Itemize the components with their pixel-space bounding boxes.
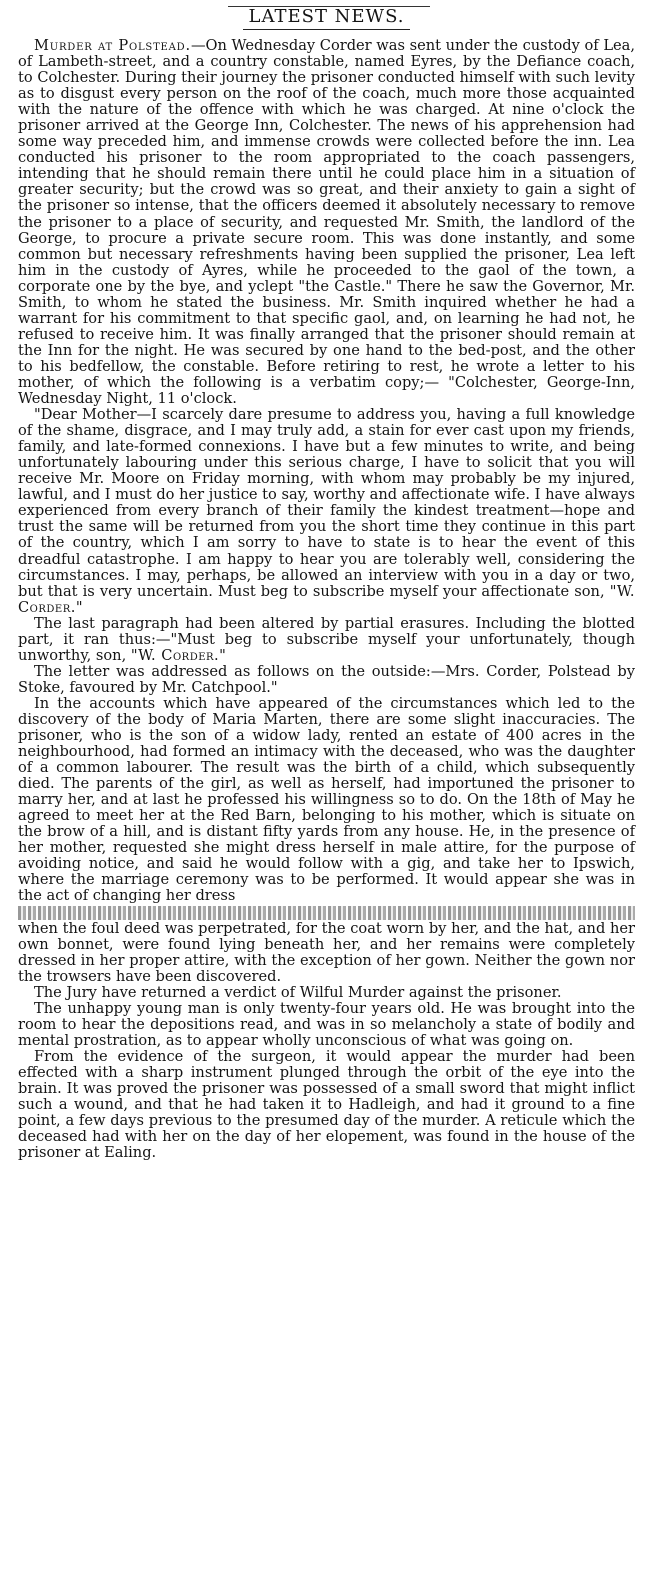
blurred-line [18, 906, 635, 920]
letter-signature: "W. Corder." [18, 582, 635, 616]
article-paragraph-3-text: The last paragraph had been altered by partial erasures. Including the blotted part, it ran thus:—"Must beg to subscribe myself your unfortunately, though unworthy, son, [18, 614, 635, 664]
article-lead-title: Murder at Polstead. [34, 37, 191, 54]
article-paragraph-8: From the evidence of the surgeon, it would appear the murder had been effected with a sharp instrument plunged through the orbit of the eye into the brain. It was proved the prisoner was possessed of a small sword that might inflict such a wound, and that he had taken it to Hadleigh, and had it ground to a fine point, a few days previous to the presumed day of the murder. A reticule which the deceased had with her on the day of her elopement, was found in the house of the prisoner at Ealing. [18, 1047, 635, 1162]
article-paragraph-1-text: —On Wednesday Corder was sent under the custody of Lea, of Lambeth-street, and a country constable, named Eyres, by the Defiance coach, to Colchester. During their journey the prisoner conducted himself with such levity as to disgust every person on the roof of the coach, much more those acquainted with the nature of the offence with which he was charged. At nine o'clock the prisoner arrived at the George Inn, Colchester. The news of his apprehension had some way preceded him, and immense crowds were collected before the inn. Lea conducted his prisoner to the room appropriated to the coach passengers, intending that he should remain there until he could place him in a situation of greater security; but the crowd was so great, and their anxiety to gain a sight of the prisoner so intense, that the officers deemed it absolutely necessary to remove the prisoner to a place of security, and requested Mr. Smith, the landlord of the George, to procure a private secure room. This was done instantly, and some common but necessary refreshments having been supplied the prisoner, Lea left him in the custody of Ayres, while he proceeded to the gaol of the town, a corporate one by the bye, and yclept "the Castle." There he saw the Governor, Mr. Smith, to whom he stated the business. Mr. Smith inquired whether he had a warrant for his commitment to that specific gaol, and, on learning he had not, he refused to receive him. It was finally arranged that the prisoner should remain at the Inn for the night. He was secured by one hand to the bed-post, and the other to his bedfellow, the constable. Before retiring to rest, he wrote a letter to his mother, of which the following is a verbatim copy;— "Colchester, George-Inn, Wednesday Night, 11 o'clock. [18, 37, 636, 408]
article-paragraph-4: The letter was addressed as follows on the outside:—Mrs. Corder, Polstead by Stoke, favoured by Mr. Catchpool." [18, 662, 635, 696]
newspaper-column [18, 6, 635, 1589]
article-paragraph-5a: In the accounts which have appeared of the circumstances which led to the discovery of the body of Maria Marten, there are some slight inaccuracies. The prisoner, who is the son of a widow lady, rented an estate of 400 acres in the neighbourhood, had formed an intimacy with the deceased, who was the daughter of a common labourer. The result was the birth of a child, which subsequently died. The parents of the girl, as well as herself, had importuned the prisoner to marry her, and at last he professed his willingness so to do. On the 18th of May he agreed to meet her at the Red Barn, belonging to his mother, which is situate on the brow of a hill, and is distant fifty yards from any house. He, in the presence of her mother, requested she might dress herself in male attire, for the purpose of avoiding notice, and said he would follow with a gig, and take her to Ipswich, where the marriage ceremony was to be performed. It would appear she was in the act of changing her dress [18, 694, 635, 905]
letter-paragraph [18, 407, 635, 616]
section-headline: LATEST NEWS. [243, 6, 411, 30]
article-paragraph-5b: when the foul deed was perpetrated, for the coat worn by her, and the hat, and her own bonnet, were found lying beneath her, and her remains were completely dressed in her proper attire, with the exception of her gown. Neither the gown nor the trowsers have been discovered. [18, 919, 635, 985]
article-paragraph-7: The unhappy young man is only twenty-four years old. He was brought into the room to hear the depositions read, and was in so melancholy a state of bodily and mental prostration, as to appear wholly unconscious of what was going on. [18, 999, 635, 1049]
blotted-signature: "W. Corder." [130, 646, 227, 664]
top-rule [228, 6, 430, 7]
article-paragraph-6: The Jury have returned a verdict of Wilful Murder against the prisoner. [34, 983, 562, 1001]
article-body [18, 38, 635, 1161]
article-paragraph-1 [18, 38, 635, 407]
masthead [18, 6, 635, 30]
letter-text: "Dear Mother—I scarcely dare presume to address you, having a full knowledge of the shame, disgrace, and I may truly add, a stain for ever cast upon my friends, family, and late-formed connexions. I have but a few minutes to write, and being unfortunately labouring under this serious charge, I have to solicit that you will receive Mr. Moore on Friday morning, with whom may probably be my injured, lawful, and I must do her justice to say, worthy and affectionate wife. I have always experienced from every branch of their family the kindest treatment—hope and trust the same will be returned from you the short time they continue in this part of the country, which I am sorry to have to state is to hear the event of this dreadful catastrophe. I am happy to hear you are tolerably well, considering the circumstances. I may, perhaps, be allowed an interview with you in a day or two, but that is very uncertain. Must beg to subscribe myself your affectionate son, [18, 406, 635, 600]
article-paragraph-3 [18, 616, 635, 664]
